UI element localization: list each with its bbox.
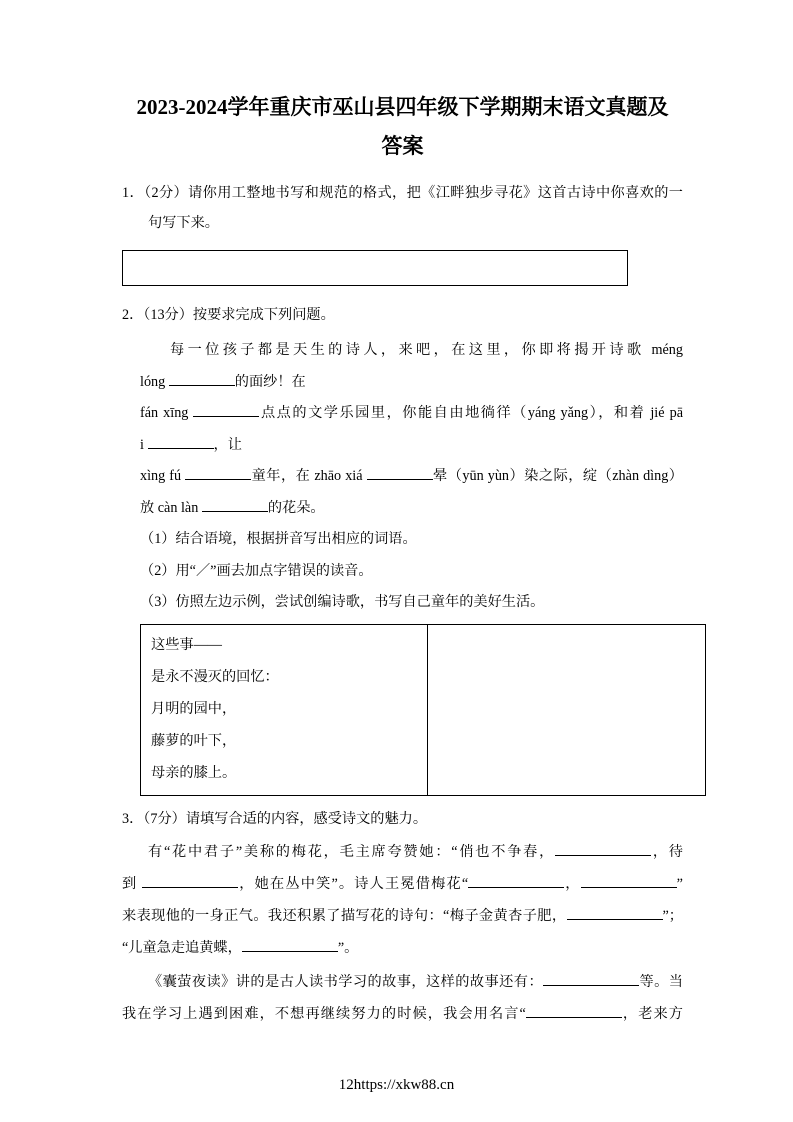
- text-segment: ”。: [337, 939, 359, 956]
- text-segment: ，老来方: [621, 1005, 683, 1022]
- text-segment: 的面纱！在: [234, 373, 306, 390]
- page-number: 12: [338, 1077, 354, 1093]
- blank-underline: [185, 467, 251, 480]
- question-2: [122, 300, 683, 796]
- q2-body: [140, 335, 683, 524]
- q2-heading: 2．（13分）按要求完成下列问题。: [122, 307, 335, 323]
- q3-heading: 3．（7分）请填写合适的内容，感受诗文的魅力。: [122, 810, 428, 827]
- blank-underline: [202, 499, 268, 512]
- text-segment: ”；: [662, 907, 683, 924]
- page-title: [122, 88, 683, 166]
- q2-sub-question-3: （3）仿照左边示例，尝试创编诗歌，书写自己童年的美好生活。: [140, 594, 545, 610]
- text-segment: fán xīng: [140, 405, 194, 421]
- poem-example-cell: [141, 624, 428, 795]
- q3-p2-line-2: [122, 998, 683, 1030]
- poem-table: [140, 624, 706, 796]
- q3-p1-line-2: [122, 868, 683, 900]
- text-segment: “儿童急走追黄蝶，: [122, 939, 242, 956]
- text-segment: xìng fú: [140, 468, 186, 484]
- blank-underline: [526, 1005, 622, 1018]
- blank-underline: [148, 436, 214, 449]
- text-segment: ，让: [213, 436, 242, 453]
- text-segment: 童年，在 zhāo xiá: [251, 468, 367, 484]
- blank-underline: [169, 373, 235, 386]
- q3-paragraph-1: [122, 836, 683, 964]
- q2-body-line-5: [140, 461, 683, 493]
- q3-paragraph-2: [122, 966, 683, 1030]
- poem-line-5: 母亲的膝上。: [151, 764, 237, 781]
- text-segment: 我在学习上遇到困难，不想再继续努力的时候，我会用名言“: [122, 1005, 526, 1022]
- text-segment: 来表现他的一身正气。我还积累了描写花的诗句：“梅子金黄杏子肥，: [122, 907, 567, 924]
- q3-p1-line-1: [122, 836, 683, 868]
- text-segment: i: [140, 436, 148, 453]
- q2-body-line-6: [140, 493, 683, 525]
- blank-underline: [543, 973, 639, 986]
- page-footer: [0, 1077, 793, 1094]
- poem-line-2: 是永不漫灭的回忆：: [151, 668, 279, 685]
- poem-answer-cell: [428, 624, 706, 795]
- text-segment: ”: [676, 875, 683, 892]
- text-segment: ，她在丛中笑”。诗人王冕借梅花“: [238, 875, 469, 892]
- blank-underline: [555, 843, 651, 856]
- poem-line-4: 藤萝的叶下，: [151, 732, 237, 749]
- poem-table-row: [141, 624, 706, 795]
- q2-body-line-4: [140, 430, 683, 462]
- question-3: [122, 804, 683, 1030]
- blank-underline: [468, 875, 564, 888]
- q3-p1-line-4: [122, 932, 683, 964]
- q2-sub-question-2: （2）用“／”画去加点字错误的读音。: [140, 562, 373, 579]
- q2-body-line-1: [140, 335, 683, 367]
- blank-underline: [242, 939, 338, 952]
- q1-answer-box: [122, 250, 628, 286]
- text-segment: lóng: [140, 373, 169, 390]
- text-segment: 的花朵。: [267, 499, 325, 516]
- q2-body-line-3: [140, 398, 683, 430]
- poem-line-3: 月明的园中，: [151, 700, 237, 717]
- blank-underline: [567, 907, 663, 920]
- title-line-1: 2023-2024学年重庆市巫山县四年级下学期期末语文真题及: [136, 95, 669, 119]
- text-segment: 放 càn làn: [140, 499, 202, 516]
- text-segment: ，待: [651, 843, 683, 860]
- text-segment: 《囊萤夜读》讲的是古人读书学习的故事，这样的故事还有：: [148, 973, 544, 990]
- text-segment: 到: [122, 875, 143, 892]
- blank-underline: [581, 875, 677, 888]
- q1-line-2: 句写下来。: [148, 215, 219, 231]
- text-segment: 等。当: [639, 973, 683, 990]
- text-segment: 有“花中君子”美称的梅花，毛主席夸赞她：“俏也不争春，: [148, 843, 556, 860]
- text-segment: 每一位孩子都是天生的诗人，来吧，在这里，你即将揭开诗歌 méng: [170, 342, 683, 358]
- text-segment: 点点的文学乐园里，你能自由地徜徉（yáng yǎng），和着 jié pā: [259, 405, 683, 421]
- title-line-2: 答案: [381, 134, 424, 158]
- question-1: [122, 178, 683, 286]
- blank-underline: [367, 467, 433, 480]
- blank-underline: [142, 875, 238, 888]
- text-segment: 晕（yūn yùn）染之际，绽（zhàn dìng）: [432, 468, 683, 484]
- q2-body-line-2: [140, 367, 683, 399]
- site-url-link[interactable]: https://xkw88.cn: [353, 1077, 455, 1093]
- blank-underline: [193, 404, 259, 417]
- q2-sub-question-1: （1）结合语境，根据拼音写出相应的词语。: [140, 531, 417, 547]
- q3-p1-line-3: [122, 900, 683, 932]
- q1-line-1: 1．（2分）请你用工整地书写和规范的格式，把《江畔独步寻花》这首古诗中你喜欢的一: [122, 185, 683, 201]
- q3-p2-line-1: [122, 966, 683, 998]
- poem-line-1: 这些事——: [151, 636, 222, 653]
- text-segment: ，: [564, 875, 581, 892]
